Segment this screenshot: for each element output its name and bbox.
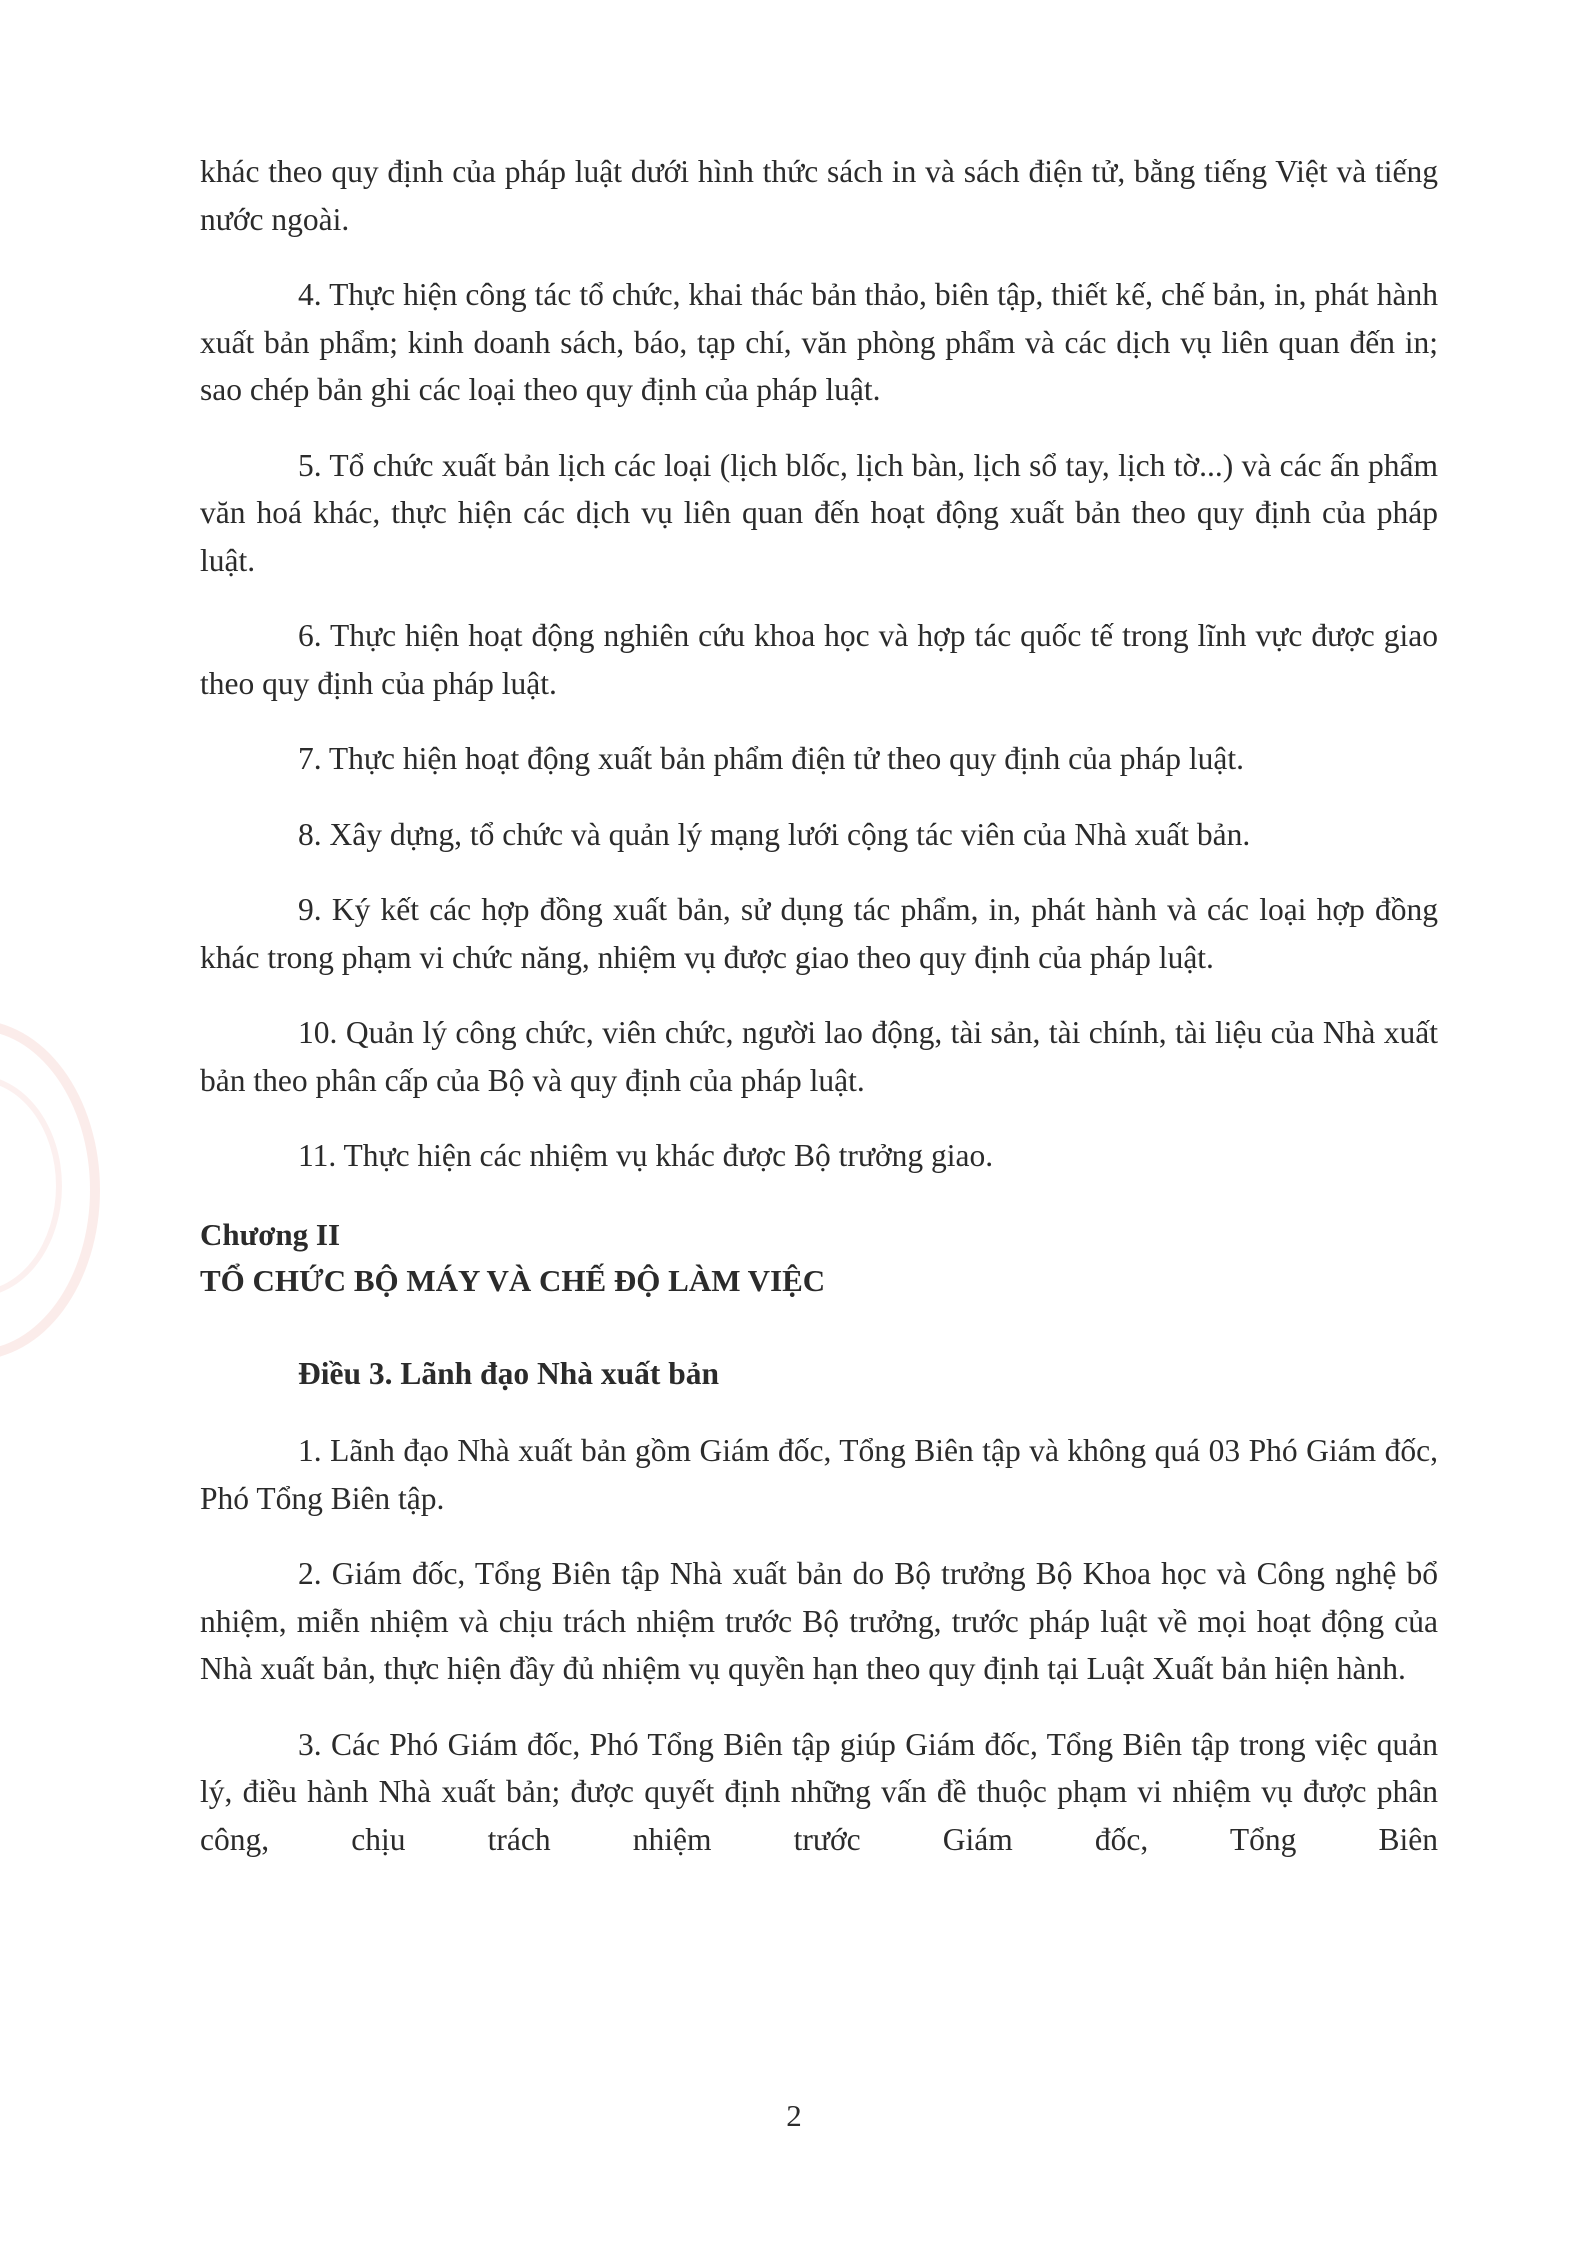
list-item-7: 7. Thực hiện hoạt động xuất bản phẩm điện tử theo quy định của pháp luật. [298,741,1244,776]
page-content [200,148,1438,1863]
list-item-5: 5. Tổ chức xuất bản lịch các loại (lịch blốc, lịch bàn, lịch sổ tay, lịch tờ...) và các ấn phẩm văn hoá khác, thực hiện các dịch vụ liên quan đến hoạt động xuất bản theo quy định của pháp luật. [200,447,1438,578]
list-item-8: 8. Xây dựng, tổ chức và quản lý mạng lưới cộng tác viên của Nhà xuất bản. [298,816,1251,852]
list-item-9: 9. Ký kết các hợp đồng xuất bản, sử dụng tác phẩm, in, phát hành và các loại hợp đồng khác trong phạm vi chức năng, nhiệm vụ được giao theo quy định của pháp luật. [200,892,1438,975]
list-item-10: 10. Quản lý công chức, viên chức, người lao động, tài sản, tài chính, tài liệu của Nhà xuất bản theo phân cấp của Bộ và quy định của pháp luật. [200,1015,1438,1098]
article-clause-1: 1. Lãnh đạo Nhà xuất bản gồm Giám đốc, Tổng Biên tập và không quá 03 Phó Giám đốc, Phó Tổng Biên tập. [200,1433,1438,1516]
article-clause-3: 3. Các Phó Giám đốc, Phó Tổng Biên tập giúp Giám đốc, Tổng Biên tập trong việc quản lý, điều hành Nhà xuất bản; được quyết định những vấn đề thuộc phạm vi nhiệm vụ được phân công, chịu trách nhiệm trước Giám đốc, Tổng Biên [200,1726,1438,1857]
page-number: 2 [786,2098,802,2133]
list-item-6: 6. Thực hiện hoạt động nghiên cứu khoa học và hợp tác quốc tế trong lĩnh vực được giao theo quy định của pháp luật. [200,618,1438,701]
article-heading: Điều 3. Lãnh đạo Nhà xuất bản [298,1355,720,1391]
continuation-paragraph: khác theo quy định của pháp luật dưới hình thức sách in và sách điện tử, bằng tiếng Việt và tiếng nước ngoài. [200,154,1438,237]
list-item-4: 4. Thực hiện công tác tổ chức, khai thác bản thảo, biên tập, thiết kế, chế bản, in, phát hành xuất bản phẩm; kinh doanh sách, báo, tạp chí, văn phòng phẩm và các dịch vụ liên quan đến in; sao chép bản ghi các loại theo quy định của pháp luật. [200,277,1438,407]
list-item-11: 11. Thực hiện các nhiệm vụ khác được Bộ trưởng giao. [298,1138,994,1173]
article-clause-2: 2. Giám đốc, Tổng Biên tập Nhà xuất bản do Bộ trưởng Bộ Khoa học và Công nghệ bổ nhiệm, miễn nhiệm và chịu trách nhiệm trước Bộ trưởng, trước pháp luật về mọi hoạt động của Nhà xuất bản, thực hiện đầy đủ nhiệm vụ quyền hạn theo quy định tại Luật Xuất bản hiện hành. [200,1556,1438,1686]
chapter-label: Chương II [200,1216,341,1252]
chapter-title: TỔ CHỨC BỘ MÁY VÀ CHẾ ĐỘ LÀM VIỆC [200,1262,826,1298]
